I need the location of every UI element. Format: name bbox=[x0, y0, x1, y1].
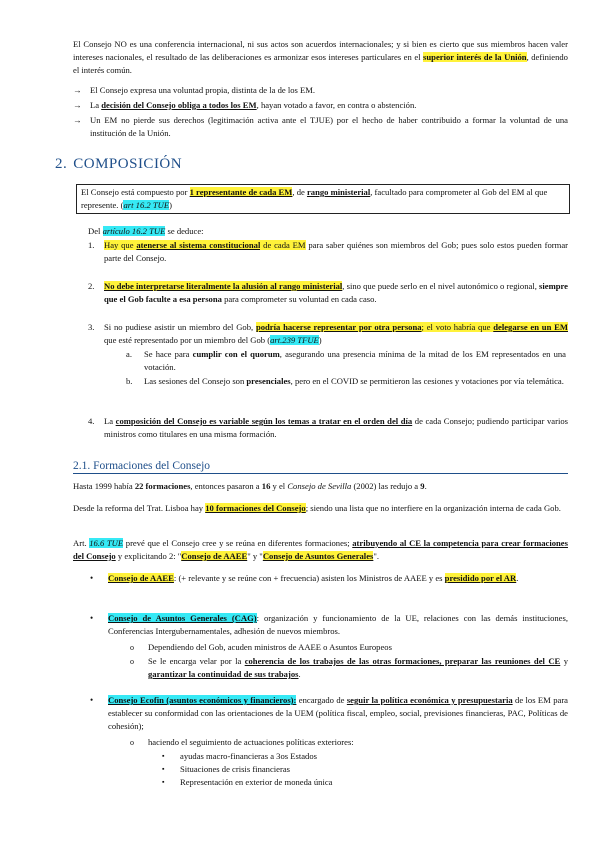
arrow-item-2: → La decisión del Consejo obliga a todos los EM, hayan votado a favor, en contra o abstención. bbox=[73, 100, 417, 110]
square-bullet-3: ▪ Representación en exterior de moneda única bbox=[162, 777, 333, 787]
formaciones-paragraph-3: Art. 16.6 TUE prevé que el Consejo cree y se reúna en diferentes formaciones; atribuyendo al CE la competencia para crear formaciones del Consejo y explicitando 2: "Consejo de AAEE" y "Consejo de Asuntos Generales". bbox=[73, 538, 568, 561]
arrow-icon: → bbox=[73, 85, 82, 95]
arrow-icon: → bbox=[73, 115, 82, 125]
bullet-icon: • bbox=[90, 573, 94, 583]
square-bullet-icon: ▪ bbox=[162, 778, 165, 786]
bullet-consejo-cag: • Consejo de Asuntos Generales (CAG): organización y funcionamiento de la UE, relaciones con las demás instituciones, Conferencias Intergubernamentales, adhesión de nuevos miembros. bbox=[90, 613, 568, 636]
formaciones-paragraph-1: Hasta 1999 había 22 formaciones, entonces pasaron a 16 y el Consejo de Sevilla (2002) las redujo a 9. bbox=[73, 481, 427, 491]
square-bullet-icon: ▪ bbox=[162, 765, 165, 773]
sub-bullet-cag-1: o Dependiendo del Gob, acuden ministros de AAEE o Asuntos Europeos bbox=[130, 642, 392, 652]
list-item-1: 1. Hay que atenerse al sistema constitucional de cada EM para saber quiénes son miembros del Gob; pues solo estos pueden formar parte del Consejo. bbox=[88, 240, 569, 263]
square-bullet-icon: ▪ bbox=[162, 752, 165, 760]
arrow-item-1: → El Consejo expresa una voluntad propia, distinta de la de los EM. bbox=[73, 85, 316, 95]
bullet-consejo-ecofin: • Consejo Ecofin (asuntos económicos y financieros): encargado de seguir la política económica y presupuestaria de los EM para establecer su conformidad con las orientaciones de la UEM (política fiscal, empleo, social, previsiones financieras, PAC, Políticas de cohesión); bbox=[90, 695, 568, 731]
arrow-icon: → bbox=[73, 100, 82, 110]
intro-paragraph: El Consejo NO es una conferencia internacional, ni sus actos son acuerdos internacionales; y si bien es cierto que sus miembros hacen valer intereses nacionales, el resultado de las deliberaciones es armonizar esos intereses particulares en el superior interés de la Unión, definiendo el interés común. bbox=[73, 39, 568, 75]
list-item-3: 3. Si no pudiese asistir un miembro del Gob, podría hacerse representar por otra persona; el voto habría que delegarse en un EM que esté representado por un miembro del Gob (art.239 TFUE) bbox=[88, 322, 568, 345]
square-bullet-2: ▪ Situaciones de crisis financieras bbox=[162, 764, 291, 774]
article-reference: 16.6 TUE bbox=[89, 538, 124, 548]
subsection-heading-formaciones: 2.1. Formaciones del Consejo bbox=[73, 460, 568, 474]
article-reference: art.239 TFUE bbox=[270, 335, 319, 345]
sub-item-a: a. Se hace para cumplir con el quorum, asegurando una presencia mínima de la mitad de los EM representados en una votación. bbox=[126, 349, 566, 372]
article-reference: art 16.2 TUE bbox=[123, 200, 170, 210]
circle-bullet-icon: o bbox=[130, 643, 134, 652]
section-heading-composicion: 2. COMPOSICIÓN bbox=[55, 156, 183, 172]
arrow-item-3: → Un EM no pierde sus derechos (legitimación activa ante el TJUE) por el hecho de haber contribuido a formar la voluntad de una institución de la Unión. bbox=[73, 115, 568, 138]
composition-definition-box: El Consejo está compuesto por 1 representante de cada EM, de rango ministerial, facultado para comprometer al Gob del EM al que represente. (art 16.2 TUE) bbox=[76, 184, 570, 214]
circle-bullet-icon: o bbox=[130, 738, 134, 747]
sub-item-b: b. Las sesiones del Consejo son presenciales, pero en el COVID se permitieron las cesiones y votaciones por vía telemática. bbox=[126, 376, 564, 386]
list-item-2: 2. No debe interpretarse literalmente la alusión al rango ministerial, sino que puede serlo en el nivel autonómico o regional, siempre que el Gob faculte a esa persona para comprometer su voluntad en cada caso. bbox=[88, 281, 568, 304]
bullet-icon: • bbox=[90, 695, 94, 705]
article-reference: artículo 16.2 TUE bbox=[102, 226, 166, 236]
square-bullet-1: ▪ ayudas macro-financieras a 3os Estados bbox=[162, 751, 317, 761]
list-item-4: 4. La composición del Consejo es variable según los temas a tratar en el orden del día de cada Consejo; pudiendo participar varios ministros como titulares en una misma formación. bbox=[88, 416, 568, 439]
bullet-icon: • bbox=[90, 613, 94, 623]
sub-bullet-ecofin-1: o haciendo el seguimiento de actuaciones políticas exteriores: bbox=[130, 737, 354, 747]
formaciones-paragraph-2: Desde la reforma del Trat. Lisboa hay 10 formaciones del Consejo; siendo una lista que no interfiere en la organización interna de cada Gob. bbox=[73, 503, 561, 513]
highlight-superior-interes: superior interés de la Unión bbox=[423, 52, 527, 62]
sub-bullet-cag-2: o Se le encarga velar por la coherencia de los trabajos de las otras formaciones, preparar las reuniones del CE y garantizar la continuidad de sus trabajos. bbox=[130, 656, 568, 679]
deduce-intro: Del artículo 16.2 TUE se deduce: bbox=[88, 226, 204, 236]
circle-bullet-icon: o bbox=[130, 657, 134, 666]
bullet-consejo-aaee: • Consejo de AAEE: (+ relevante y se reúne con + frecuencia) asisten los Ministros de AAEE y es presidido por el AR. bbox=[90, 573, 519, 583]
